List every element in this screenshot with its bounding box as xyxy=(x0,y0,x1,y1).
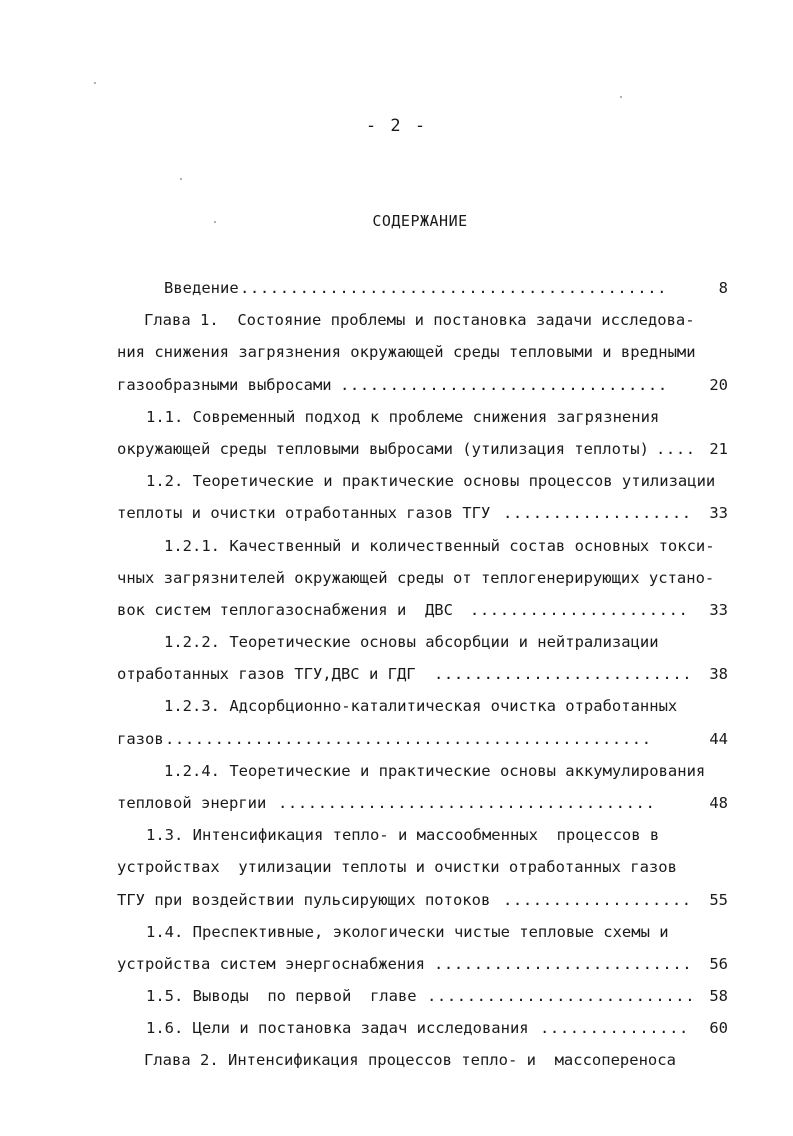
toc-entry-text: тепловой энергии xyxy=(117,794,267,812)
toc-entry-text: 1.2.1. Качественный и количественный состав основных токси- xyxy=(164,537,715,555)
toc-entry-text: Глава 1. Состояние проблемы и постановка задачи исследова- xyxy=(144,311,695,329)
toc-entry-text: устройствах утилизации теплоты и очистки отработанных газов xyxy=(117,858,677,876)
toc-dot-leader: .... xyxy=(656,440,696,458)
toc-dot-leader: .......................... xyxy=(434,955,693,973)
scan-speck xyxy=(214,221,216,223)
toc-line xyxy=(0,662,793,686)
toc-line xyxy=(0,630,793,654)
toc-page-number: 48 xyxy=(709,794,728,812)
toc-entry-text: чных загрязнителей окружающей среды от теплогенерирующих устано- xyxy=(117,569,715,587)
toc-dot-leader: ...................................... xyxy=(278,794,656,812)
toc-dot-leader: ................... xyxy=(503,504,692,522)
toc-entry-text: теплоты и очистки отработанных газов ТГУ xyxy=(117,504,491,522)
toc-page-number: 44 xyxy=(709,730,728,748)
toc-line xyxy=(0,373,793,397)
toc-entry-text: 1.3. Интенсификация тепло- и массообменных процессов в xyxy=(146,826,660,844)
toc-line xyxy=(0,501,793,525)
toc-entry-text: 1.5. Выводы по первой главе xyxy=(146,987,417,1005)
toc-line xyxy=(0,855,793,879)
toc-line xyxy=(0,534,793,558)
toc-entry-text: 1.6. Цели и постановка задач исследования xyxy=(146,1019,529,1037)
toc-line xyxy=(0,823,793,847)
toc-dot-leader: ................... xyxy=(503,891,692,909)
toc-line xyxy=(0,405,793,429)
toc-page-number: 8 xyxy=(718,279,728,297)
toc-entry-text: вок систем теплогазоснабжения и ДВС xyxy=(117,601,453,619)
toc-dot-leader: .......................... xyxy=(434,665,693,683)
page-title: СОДЕРЖАНИЕ xyxy=(372,212,468,230)
toc-dot-leader: ............... xyxy=(540,1019,689,1037)
toc-dot-leader: ................................................. xyxy=(165,730,652,748)
toc-entry-text: газов xyxy=(117,730,164,748)
toc-entry-text: отработанных газов ТГУ,ДВС и ГДГ xyxy=(117,665,416,683)
toc-page-number: 20 xyxy=(709,376,728,394)
toc-page-number: 56 xyxy=(709,955,728,973)
scan-speck xyxy=(620,96,622,98)
toc-page-number: 21 xyxy=(709,440,728,458)
toc-line xyxy=(0,469,793,493)
toc-line xyxy=(0,952,793,976)
toc-entry-text: Глава 2. Интенсификация процессов тепло- и массопереноса xyxy=(144,1051,676,1069)
toc-entry-text: газообразными выбросами xyxy=(117,376,332,394)
page-number: - 2 - xyxy=(365,116,428,136)
toc-dot-leader: ................................. xyxy=(340,376,668,394)
toc-line xyxy=(0,566,793,590)
toc-line xyxy=(0,984,793,1008)
toc-entry-text: 1.2.3. Адсорбционно-каталитическая очистка отработанных xyxy=(164,697,678,715)
toc-entry-text: 1.2.2. Теоретические основы абсорбции и нейтрализации xyxy=(164,633,659,651)
toc-entry-text: 1.2. Теоретические и практические основы процессов утилизации xyxy=(146,472,716,490)
toc-line xyxy=(0,759,793,783)
toc-line xyxy=(0,437,793,461)
toc-page-number: 58 xyxy=(709,987,728,1005)
toc-page-number: 55 xyxy=(709,891,728,909)
toc-entry-text: 1.1. Современный подход к проблеме снижения загрязнения xyxy=(146,408,660,426)
toc-line xyxy=(0,598,793,622)
toc-line xyxy=(0,340,793,364)
toc-entry-text: 1.4. Преспективные, экологически чистые тепловые схемы и xyxy=(146,923,669,941)
toc-page-number: 33 xyxy=(709,601,728,619)
toc-line xyxy=(0,920,793,944)
toc-line xyxy=(0,791,793,815)
scan-speck xyxy=(180,178,182,180)
toc-entry-text: ТГУ при воздействии пульсирующих потоков xyxy=(117,891,491,909)
toc-dot-leader: ........................................... xyxy=(240,279,668,297)
toc-page-number: 60 xyxy=(709,1019,728,1037)
toc-entry-text: 1.2.4. Теоретические и практические основы аккумулирования xyxy=(164,762,706,780)
toc-line xyxy=(0,694,793,718)
toc-line xyxy=(0,727,793,751)
toc-line xyxy=(0,1048,793,1072)
toc-page-number: 38 xyxy=(709,665,728,683)
toc-dot-leader: ........................... xyxy=(427,987,696,1005)
toc-dot-leader: ...................... xyxy=(460,601,689,619)
toc-line xyxy=(0,308,793,332)
toc-entry-text: ния снижения загрязнения окружающей среды тепловыми и вредными xyxy=(117,343,696,361)
toc-line xyxy=(0,276,793,300)
toc-entry-text: устройства систем энергоснабжения xyxy=(117,955,425,973)
toc-page-number: 33 xyxy=(709,504,728,522)
toc-line xyxy=(0,1016,793,1040)
toc-entry-text: Введение xyxy=(164,279,239,297)
toc-line xyxy=(0,888,793,912)
scan-speck xyxy=(94,82,96,84)
toc-entry-text: окружающей среды тепловыми выбросами (утилизация теплоты) xyxy=(117,440,649,458)
